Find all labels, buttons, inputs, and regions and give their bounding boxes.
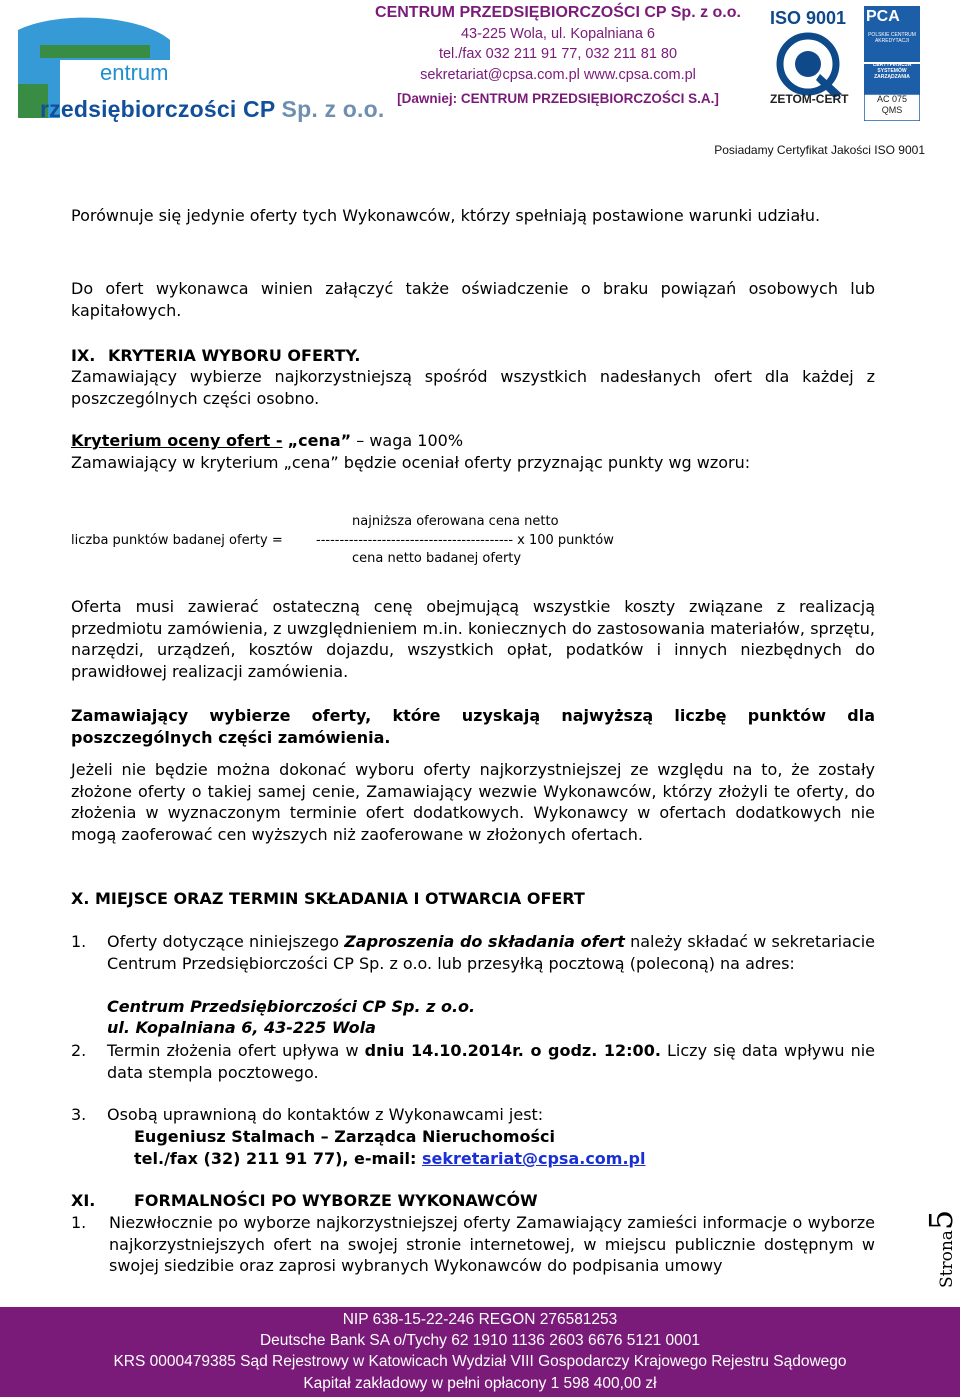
criterion-line <box>71 430 875 452</box>
logo-wordmark-small: entrum <box>100 60 169 85</box>
section-ix-title: KRYTERIA WYBORU OFERTY. <box>108 346 361 365</box>
section-xi-number: XI. <box>71 1191 96 1210</box>
iso-label: ISO 9001 <box>770 8 847 28</box>
formula-denominator: cena netto badanej oferty <box>352 551 522 566</box>
zetom-label: ZETOM-CERT <box>770 92 849 106</box>
pca-label: PCA <box>866 8 900 25</box>
paragraph-final-price: Oferta musi zawierać ostateczną cenę obejmującą wszystkie koszty związane z realizacją przedmiotu zamówienia, z uwzględnieniem m.in. koniecznych do zastosowania materiałów, sprzętu, narzędzi, urządzeń, kosztów dojazdu, wszystkich opłat, podatków i innych niezbędnych do prawidłowej realizacji zamówienia. <box>71 597 875 681</box>
section-xi-title: FORMALNOŚCI PO WYBORZE WYKONAWCÓW <box>134 1191 538 1210</box>
company-phone: tel./fax 032 211 91 77, 032 211 81 80 <box>438 46 678 62</box>
item-2-number: 2. <box>71 1041 87 1060</box>
company-name: CENTRUM PRZEDSIĘBIORCZOŚCI CP Sp. z o.o. <box>375 4 741 21</box>
email-link[interactable]: sekretariat@cpsa.com.pl <box>421 1149 646 1168</box>
item-3-number: 3. <box>71 1105 87 1124</box>
footer-capital: Kapitał zakładowy w pełni opłacony 1 598 400,00 zł <box>303 1375 657 1392</box>
footer-tax-ids: NIP 638-15-22-246 REGON 276581253 <box>342 1311 618 1328</box>
logo-wordmark: rzedsiębiorczości CP Sp. z o.o. <box>40 96 385 122</box>
contact-phone: tel./fax (32) 211 91 77), e-mail: sekretariat@cpsa.com.pl <box>134 1149 646 1168</box>
formula-fraction-line: ------------------------------------------ x 100 punktów <box>316 533 614 548</box>
section-ix-number: IX. <box>71 346 96 365</box>
footer-bank: Deutsche Bank SA o/Tychy 62 1910 1136 2603 6676 5121 0001 <box>259 1332 701 1349</box>
formula-numerator: najniższa oferowana cena netto <box>352 514 559 529</box>
pca-ac-label: AC 075 QMS <box>876 94 908 115</box>
certificate-line: Posiadamy Certyfikat Jakości ISO 9001 <box>714 143 925 157</box>
footer-band <box>0 1307 960 1397</box>
paragraph-offers-compare: Porównuje się jedynie oferty tych Wykonawców, którzy spełniają postawione warunki udziału. <box>71 206 821 225</box>
company-former-name: [Dawniej: CENTRUM PRZEDSIĘBIORCZOŚCI S.A.] <box>397 91 719 106</box>
criterion-label: Kryterium oceny ofert - <box>71 431 283 450</box>
paragraph-selection: Zamawiający wybierze oferty, które uzyskają najwyższą liczbę punktów dla poszczególnych części zamówienia. <box>71 706 875 747</box>
formalities-1-number: 1. <box>71 1213 87 1232</box>
paragraph-tie-rule: Jeżeli nie będzie można dokonać wyboru oferty najkorzystniejszej ze względu na to, że zostały złożone oferty o takiej samej cenie, Zamawiający wezwie Wykonawców, którzy złożyli te oferty, do złożenia w wyznaczonym terminie ofert dodatkowych. Wykonawcy w ofertach dodatkowych nie mogą zaoferować cen wyższych niż zaoferowane w złożonych ofertach. <box>71 760 875 844</box>
criterion-description: Zamawiający w kryterium „cena” będzie oceniał oferty przyznając punkty wg wzoru: <box>71 453 751 472</box>
criterion-weight: – waga 100% <box>356 431 464 450</box>
item-1-address-street: ul. Kopalniana 6, 43-225 Wola <box>107 1018 376 1037</box>
paragraph-declaration: Do ofert wykonawca winien załączyć także oświadczenie o braku powiązań osobowych lub kapitałowych. <box>71 279 875 320</box>
company-contact: sekretariat@cpsa.com.pl www.cpsa.com.pl <box>420 66 696 83</box>
item-1-number: 1. <box>71 932 87 951</box>
formalities-1-text: Niezwłocznie po wyborze najkorzystniejszej oferty Zamawiający zamieści informacje o wyborze najkorzystniejszych ofert na swojej stronie internetowej, w miejscu publicznie dostępnym w swojej siedzibie oraz zaprosi wybranych Wykonawców do podpisania umowy <box>109 1213 875 1276</box>
item-3-text: Osobą uprawnioną do kontaktów z Wykonawcami jest: <box>107 1105 544 1124</box>
item-1-text: Oferty dotyczące niniejszego Zaproszenia do składania ofert należy składać w sekretariacie Centrum Przedsiębiorczości CP Sp. z o.o. lub przesyłką pocztową (poleconą) na adres: <box>107 932 875 973</box>
criterion-name: „cena” <box>287 431 352 450</box>
contact-person: Eugeniusz Stalmach – Zarządca Nieruchomości <box>134 1127 555 1146</box>
formula-left: liczba punktów badanej oferty = <box>71 533 283 548</box>
pca-subtitle: POLSKIE CENTRUM AKREDYTACJI <box>868 32 916 44</box>
page-number: Strona5 <box>922 1209 960 1288</box>
company-header <box>363 3 753 110</box>
section-x-title: X. MIEJSCE ORAZ TERMIN SKŁADANIA I OTWARCIA OFERT <box>71 889 585 908</box>
item-1-address-name: Centrum Przedsiębiorczości CP Sp. z o.o. <box>107 997 476 1016</box>
footer-krs: KRS 0000479385 Sąd Rejestrowy w Katowicach Wydział VIII Gospodarczy Krajowego Rejestru Sądowego <box>113 1353 847 1370</box>
pca-cert-label: CERTYFIKACJA SYSTEMÓW ZARZĄDZANIA <box>872 62 912 80</box>
paragraph-best-offer: Zamawiający wybierze najkorzystniejszą spośród wszystkich nadesłanych ofert dla każdej z poszczególnych części osobno. <box>71 367 875 408</box>
item-2-text: Termin złożenia ofert upływa w dniu 14.10.2014r. o godz. 12:00. Liczy się data wpływu nie data stempla pocztowego. <box>107 1041 876 1082</box>
company-address: 43-225 Wola, ul. Kopalniana 6 <box>460 25 655 42</box>
